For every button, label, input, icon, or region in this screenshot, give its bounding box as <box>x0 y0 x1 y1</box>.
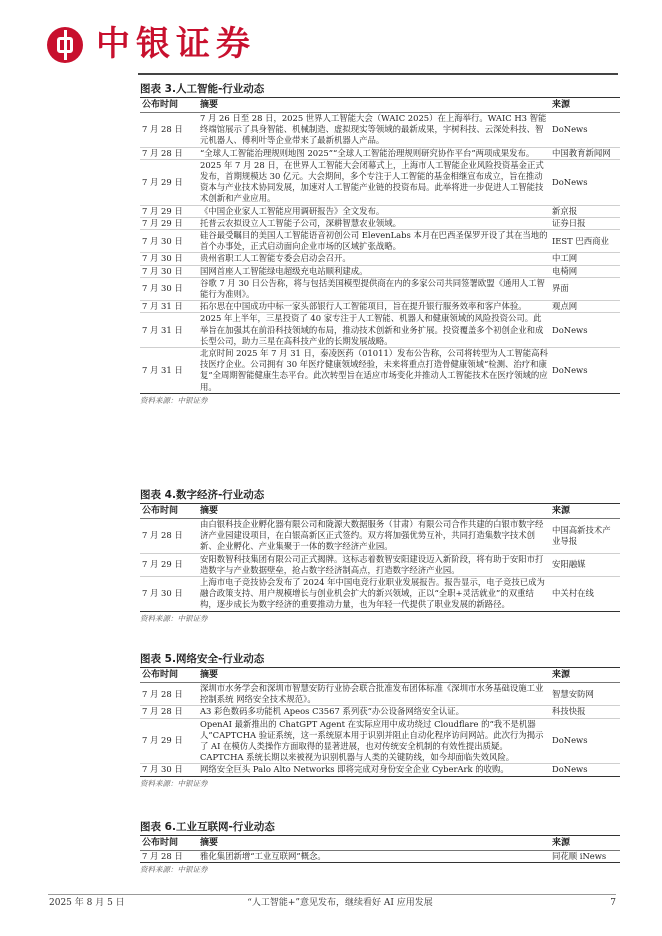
footer-title: “人工智能+”意见发布，继续看好 AI 应用发展 <box>247 898 433 908</box>
row-source: IEST 巴西商业 <box>550 230 620 253</box>
row-source: DoNews <box>550 313 620 348</box>
row-source: DoNews <box>550 159 620 205</box>
source-note: 资料来源：中银证券 <box>140 395 208 405</box>
table-row <box>140 683 620 706</box>
row-source: DoNews <box>550 113 620 148</box>
row-summary: 深圳市水务学会和深圳市智慧安防行业协会联合批准发布团体标准《深圳市水务基础设施工业控制系统 网络安全技术规范》。 <box>198 683 550 706</box>
row-summary: A3 彩色数码多功能机 Apeos C3567 系列获“办公设备网络安全认证。 <box>198 706 550 718</box>
row-summary: 7 月 26 日至 28 日，2025 世界人工智能大会（WAIC 2025）在上海举行。WAIC H3 智能终端馆展示了具身智能、机械制造、虚拟现实等领域的最新成果，宇树科技、云深处科技、智元机器人、傅利叶等企业带来了最新机器人产品。 <box>198 113 550 148</box>
row-summary: 上海市电子竞技协会发布了 2024 年中国电竞行业职业发展报告。报告显示，电子竞技已成为融合政策支持、用户规模增长与创业机会扩大的新兴领域，正以“全职+灵活就业”的双重结构，逐步成长为数字经济的重要推动力量，也为年轻一代提供了职业发展的新路径。 <box>198 577 550 612</box>
row-date: 7 月 30 日 <box>140 277 198 300</box>
table-section <box>140 820 620 875</box>
table-row <box>140 764 620 776</box>
table-row <box>140 577 620 612</box>
row-date: 7 月 28 日 <box>140 683 198 706</box>
table-row <box>140 718 620 764</box>
row-date: 7 月 31 日 <box>140 313 198 348</box>
footer-date: 2025 年 8 月 5 日 <box>49 898 125 908</box>
column-header: 公布时间 <box>140 98 198 113</box>
table-row <box>140 159 620 205</box>
row-source: 科技快报 <box>550 706 620 718</box>
column-header: 来源 <box>550 98 620 113</box>
row-date: 7 月 30 日 <box>140 577 198 612</box>
column-header: 摘要 <box>198 836 550 851</box>
table-header-row <box>140 668 620 683</box>
source-note: 资料来源：中银证券 <box>140 778 208 788</box>
column-header: 摘要 <box>198 504 550 519</box>
row-summary: 硅谷最受瞩目的美国人工智能语音初创公司 ElevenLabs 本月在巴西圣保罗开设了其在当地的首个办事处，正式启动面向企业市场的区域扩张战略。 <box>198 230 550 253</box>
row-source: 安阳融媒 <box>550 553 620 576</box>
row-source: DoNews <box>550 718 620 764</box>
row-summary: 托普云农拟设立人工智能子公司，深耕智慧农业领域。 <box>198 217 550 229</box>
table-title: 图表 3.人工智能-行业动态 <box>140 82 620 98</box>
column-header: 来源 <box>550 504 620 519</box>
row-summary: 网络安全巨头 Palo Alto Networks 即将完成对身份安全企业 CyberArk 的收购。 <box>198 764 550 776</box>
row-date: 7 月 30 日 <box>140 265 198 277</box>
table-row <box>140 277 620 300</box>
row-date: 7 月 28 日 <box>140 851 198 863</box>
page-number: 7 <box>610 898 616 908</box>
row-date: 7 月 29 日 <box>140 718 198 764</box>
header-divider <box>138 73 618 75</box>
row-summary: 2025 年 7 月 28 日，在世界人工智能大会闭幕式上，上海市人工智能企业风险投资基金正式发布，首期规模达 30 亿元。大会期间，多个专注于人工智能的基金相继宣布成立，旨在推动资本与产业技术协同发展，加速对人工智能产业链的投资布局。此举将进一步促进人工智能技术创新和产业应用。 <box>198 159 550 205</box>
table-title: 图表 6.工业互联网-行业动态 <box>140 820 620 836</box>
row-summary: 北京时间 2025 年 7 月 31 日，泰凌医药（01011）发布公告称，公司将转型为人工智能高科技医疗企业。公司拥有 30 年医疗健康领域经验，未来将重点打造骨健康领域“检测、治疗和康复”全周期智能健康生态平台。此次转型旨在适应市场变化并推动人工智能技术在医疗领域的应用。 <box>198 348 550 394</box>
row-summary: 《中国企业家人工智能应用调研报告》全文发布。 <box>198 205 550 217</box>
row-source: 电椅网 <box>550 265 620 277</box>
row-date: 7 月 30 日 <box>140 253 198 265</box>
row-summary: 雅化集团新增“工业互联网”概念。 <box>198 851 550 863</box>
table-row <box>140 706 620 718</box>
row-summary: 由白银科技企业孵化器有限公司和陇源大数据服务（甘肃）有限公司合作共建的白银市数字经济产业园建设项目，在白银高新区正式签约。双方将加强优势互补，共同打造集数字技术创新、企业孵化、产业集聚于一体的数字经济产业园。 <box>198 519 550 554</box>
row-source: 界面 <box>550 277 620 300</box>
row-date: 7 月 29 日 <box>140 205 198 217</box>
row-summary: “全球人工智能治理规则地图 2025”“全球人工智能治理规则研究协作平台”两项成果发布。 <box>198 147 550 159</box>
row-summary: 安阳数智科技集团有限公司正式揭牌。这标志着数智安阳建设迈入新阶段，将有助于安阳市打造数字与产业数据壁垒，抢占数字经济制高点，打造数字经济产业园。 <box>198 553 550 576</box>
table-title: 图表 5.网络安全-行业动态 <box>140 652 620 668</box>
row-date: 7 月 28 日 <box>140 519 198 554</box>
page-header <box>0 0 662 80</box>
row-date: 7 月 28 日 <box>140 706 198 718</box>
row-date: 7 月 28 日 <box>140 113 198 148</box>
source-note: 资料来源：中银证券 <box>140 865 208 875</box>
row-source: 中国教育新闻网 <box>550 147 620 159</box>
table-row <box>140 205 620 217</box>
row-source: 新京报 <box>550 205 620 217</box>
table-row <box>140 217 620 229</box>
table-section <box>140 652 620 789</box>
table-title: 图表 4.数字经济-行业动态 <box>140 488 620 504</box>
row-source: 中工网 <box>550 253 620 265</box>
row-summary: 2025 年上半年，三星投资了 40 家专注于人工智能、机器人和健康领域的风险投资公司。此举旨在加强其在前沿科技领域的布局，推动技术创新和业务扩展。投资覆盖多个初创企业和成长型公司，助力三星在高科技产业的长期发展战略。 <box>198 313 550 348</box>
table-row <box>140 851 620 863</box>
row-date: 7 月 29 日 <box>140 553 198 576</box>
news-table <box>140 504 620 612</box>
table-section <box>140 488 620 624</box>
column-header: 摘要 <box>198 668 550 683</box>
row-date: 7 月 31 日 <box>140 301 198 313</box>
table-row <box>140 253 620 265</box>
table-row <box>140 301 620 313</box>
table-header-row <box>140 504 620 519</box>
table-section <box>140 82 620 406</box>
column-header: 公布时间 <box>140 504 198 519</box>
column-header: 摘要 <box>198 98 550 113</box>
table-row <box>140 113 620 148</box>
row-date: 7 月 29 日 <box>140 217 198 229</box>
row-summary: 谷歌 7 月 30 日公告称，将与包括美国模型提供商在内的多家公司共同签署欧盟《通用人工智能行为准则》。 <box>198 277 550 300</box>
row-summary: 国网首座人工智能绿电超级充电站顺利建成。 <box>198 265 550 277</box>
footer-divider <box>48 894 616 895</box>
row-summary: OpenAI 最新推出的 ChatGPT Agent 在实际应用中成功绕过 Cloudflare 的“我不是机器人”CAPTCHA 验证系统，这一系统原本用于识别并阻止自动化程序访问网站。此次行为揭示了 AI 在模仿人类操作方面取得的显著进展，也对传统安全机制的有效性提出质疑。CAPTCHA 系统长期以来被视为识别机器与人类的关键防线，如今却面临失效风险。 <box>198 718 550 764</box>
row-source: DoNews <box>550 348 620 394</box>
row-date: 7 月 30 日 <box>140 764 198 776</box>
row-source: 证券日报 <box>550 217 620 229</box>
row-source: 观点网 <box>550 301 620 313</box>
table-row <box>140 553 620 576</box>
table-row <box>140 313 620 348</box>
row-date: 7 月 28 日 <box>140 147 198 159</box>
table-row <box>140 230 620 253</box>
news-table <box>140 668 620 777</box>
row-date: 7 月 30 日 <box>140 230 198 253</box>
table-row <box>140 348 620 394</box>
source-note: 资料来源：中银证券 <box>140 613 208 623</box>
brand-name: 中银证券 <box>96 24 256 64</box>
table-header-row <box>140 836 620 851</box>
row-summary: 拓尔思在中国成功中标一家头部银行人工智能项目，旨在提升银行服务效率和客户体验。 <box>198 301 550 313</box>
news-table <box>140 836 620 863</box>
table-header-row <box>140 98 620 113</box>
row-source: 中国高新技术产业导报 <box>550 519 620 554</box>
table-row <box>140 519 620 554</box>
row-source: 同花顺 iNews <box>550 851 620 863</box>
column-header: 公布时间 <box>140 836 198 851</box>
row-source: DoNews <box>550 764 620 776</box>
column-header: 来源 <box>550 668 620 683</box>
row-source: 智慧安防网 <box>550 683 620 706</box>
row-date: 7 月 31 日 <box>140 348 198 394</box>
table-row <box>140 147 620 159</box>
news-table <box>140 98 620 394</box>
table-row <box>140 265 620 277</box>
column-header: 来源 <box>550 836 620 851</box>
row-summary: 贵州省职工人工智能专委会启动会召开。 <box>198 253 550 265</box>
row-date: 7 月 29 日 <box>140 159 198 205</box>
bank-logo-icon <box>47 27 83 63</box>
row-source: 中关村在线 <box>550 577 620 612</box>
column-header: 公布时间 <box>140 668 198 683</box>
